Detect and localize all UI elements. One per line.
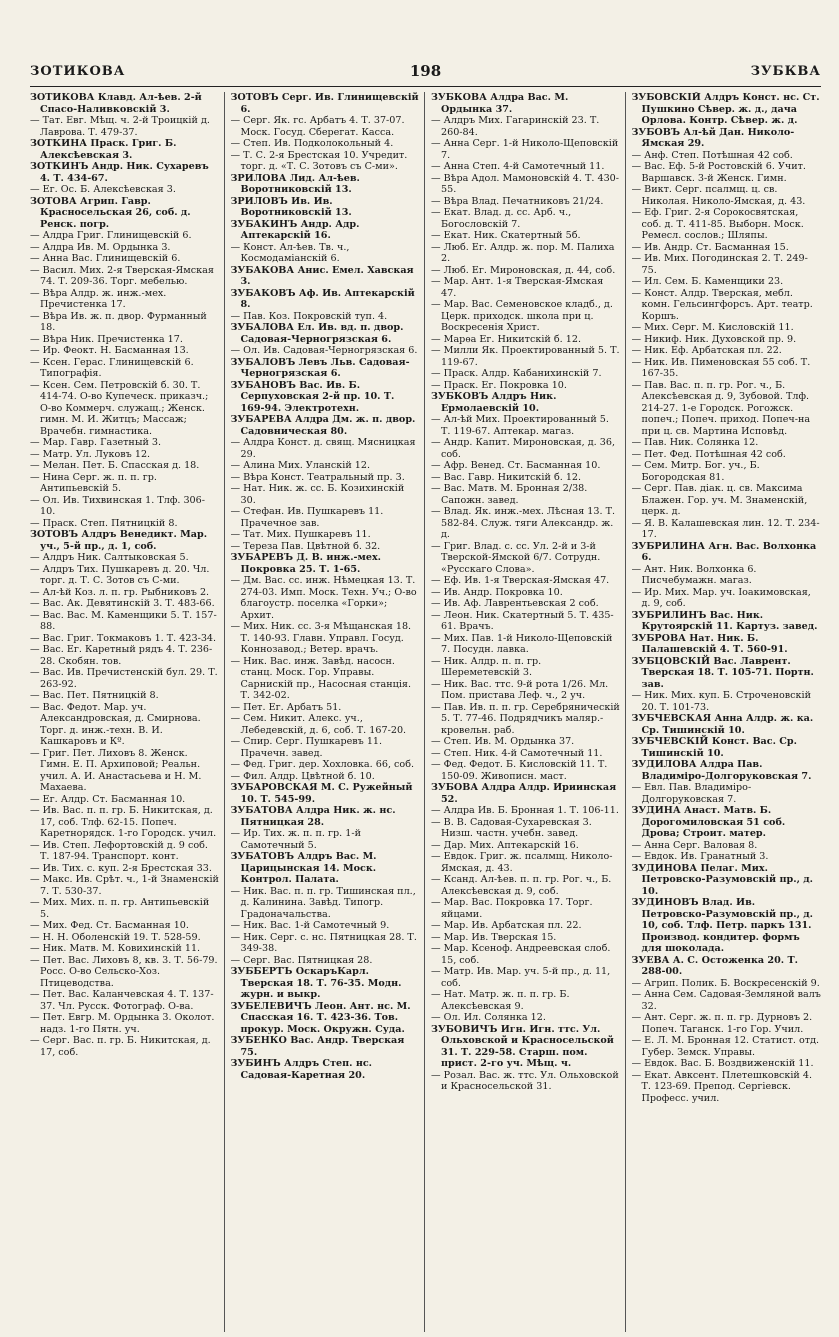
directory-entry: ЗУБОВИЧЪ Игн. Игн. ттс. Ул. Ольховской и Красносельской 31. Т. 229-58. Старш. пом. прист. 2-го уч. Мѣщ. ч. [431, 1023, 614, 1069]
directory-entry: — Е. Л. М. Бронная 12. Статист. отд. Губер. Земск. Управы. [631, 1035, 820, 1058]
directory-entry: — Макс. Ив. Срѣт. ч., 1-й Знаменскій 7. Т. 530-37. [30, 874, 219, 897]
directory-entry: — Григ. Пет. Лиховъ 8. Женск. Гимн. Е. П. Архиповой; Реальн. учил. А. И. Анастасьева и Н. М. Махаева. [30, 747, 202, 793]
directory-entry: — Ал-ѣй Мих. Проектированный 5. Т. 119-67. Аптекар. магаз. [431, 414, 609, 437]
directory-columns [30, 92, 825, 1332]
directory-entry: — Праск. Степ. Пятницкій 8. [30, 517, 178, 529]
directory-entry: — Марѳа Ег. Никитскій б. 12. [431, 333, 581, 345]
directory-entry: ЗОТИКОВА Клавд. Ал-ѣев. 2-й Спасо-Наливковскій 3. [30, 92, 202, 115]
directory-entry: — Алдра Григ. Глинищевскій 6. [30, 230, 192, 241]
directory-entry: — Степ. Ив. М. Ордынка 37. [431, 736, 575, 747]
directory-entry: — Матр. Ул. Луковъ 12. [30, 448, 151, 460]
column-4 [632, 92, 826, 1332]
directory-entry: — Мих. Серг. М. Кисловскій 11. [631, 322, 794, 333]
directory-entry: — Серг. Вас. Пятницкая 28. [230, 954, 373, 966]
directory-entry: — Тереза Пав. Цвѣтной б. 32. [230, 540, 381, 552]
directory-entry: ЗУБИНЪ Алдръ Степ. нс. Садовая-Каретная 20. [230, 1058, 373, 1081]
directory-entry: — Леон. Ник. Скатертный 5. Т. 435-61. Врачъ. [431, 609, 614, 632]
directory-entry: ЗУБКОВЪ Алдръ Ник. Ермолаевскій 10. [431, 391, 557, 414]
directory-entry: — Ив. Аф. Лаврентьевская 2 соб. [431, 598, 599, 609]
directory-entry: ЗОТОВЪ Алдръ Венедикт. Мар. уч., 5-й пр., д. 1, соб. [30, 529, 208, 552]
directory-entry: — Вѣра Ив. ж. п. двор. Фурманный 18. [30, 310, 207, 333]
directory-entry: — Серг. Пав. діак. ц. св. Максима Блажен. Гор. уч. М. Знаменскій, церк. д. [631, 483, 808, 517]
directory-entry: — Вас. Матв. М. Бронная 2/38. Сапожн. завед. [431, 483, 588, 506]
directory-entry: — Вас. Григ. Токмаковъ 1. Т. 423-34. [30, 632, 217, 644]
directory-entry: — Ник. Серг. с. нс. Пятницкая 28. Т. 349-38. [230, 931, 417, 954]
directory-entry: — Ол. Ив. Садовая-Черногрязская 6. [230, 345, 418, 356]
directory-entry: — Ник. Ив. Пименовская 55 соб. Т. 167-35. [631, 356, 811, 379]
directory-entry: — Ник. Вас. 1-й Самотечный 9. [230, 920, 390, 931]
directory-entry: ЗУБЕНКО Вас. Андр. Тверская 75. [230, 1035, 405, 1058]
directory-entry: — Васил. Мих. 2-я Тверская-Ямская 74. Т. 209-36. Торг. мебелью. [30, 264, 214, 287]
directory-entry: — Ник. Еф. Арбатская пл. 22. [631, 345, 782, 356]
directory-entry: — Матр. Ив. Мар. уч. 5-й пр., д. 11, соб. [431, 966, 611, 989]
column-1 [30, 92, 225, 1332]
directory-entry: ЗУЕВА А. С. Остоженка 20. Т. 288-00. [631, 954, 798, 977]
directory-entry: — Вас. Федот. Мар. уч. Александровская, д. Смирнова. Торг. д. инж.-техн. В. И. Кашкаровъ и Кº. [30, 701, 201, 747]
directory-entry: — Вѣра Ник. Пречистенка 17. [30, 333, 183, 345]
directory-entry: ЗУБОВСКІЙ Алдръ Конст. нс. Ст. Пушкино Сѣвер. ж. д., дача Орлова. Контр. Сѣвер. ж. д. [631, 92, 820, 126]
page-number: 198 [409, 62, 442, 80]
directory-entry: — Мар. Ксеноф. Андреевская слоб. 15, соб. [431, 943, 611, 966]
directory-entry: — Вас. Ак. Девятинскій 3. Т. 483-66. [30, 598, 215, 609]
directory-entry: — Праск. Алдр. Кабанихинскій 7. [431, 368, 602, 379]
directory-entry: — Н. Н. Оболенскій 19. Т. 528-59. [30, 931, 201, 943]
directory-entry: — Екат. Влад. д. сс. Арб. ч., Богословскій 7. [431, 207, 572, 230]
directory-entry: — Люб. Ег. Алдр. ж. пор. М. Палиха 2. [431, 241, 615, 264]
directory-entry: — Пет. Вас. Каланчевская 4. Т. 137-37. Чл. Русск. Фотограф. О-ва. [30, 989, 214, 1012]
directory-entry: — Евдок. Григ. ж. псалмщ. Николо-Ямская, д. 43. [431, 851, 613, 874]
directory-entry: ЗУБАРЕВЪ Д. В. инж.-мех. Покровка 25. Т. 1-65. [230, 552, 382, 575]
directory-entry: — Мелан. Пет. Б. Спасская д. 18. [30, 460, 200, 471]
directory-entry: ЗУБКОВА Алдра Вас. М. Ордынка 37. [431, 92, 569, 115]
directory-entry: — Сем. Митр. Бог. уч., Б. Богородская 81. [631, 460, 760, 483]
directory-entry: — Афр. Венед. Ст. Басманная 10. [431, 460, 601, 471]
directory-entry: — Алина Мих. Уланскій 12. [230, 460, 371, 471]
directory-entry: — Алдръ Ник. Салтыковская 5. [30, 552, 189, 563]
directory-entry: — Ив. Вас. п. п. гр. Б. Никитская, д. 17, соб. Тлф. 62-15. Попеч. Каретнорядск. 1-го Городск. учил. [30, 805, 217, 839]
directory-entry: — Викт. Серг. псалмщ. ц. св. Николая. Николо-Ямская, д. 43. [631, 184, 806, 207]
directory-entry: — Конст. Ал-ѣев. Тв. ч., Космодаміанскій 6. [230, 241, 350, 264]
directory-entry: — Розал. Вас. ж. ттс. Ул. Ольховской и Красносельской 31. [431, 1069, 619, 1092]
directory-entry: ЗОТКИНЪ Андр. Ник. Сухаревъ 4. Т. 434-67. [30, 161, 209, 184]
directory-entry: — Мар. Вас. Покровка 17. Торг. яйцами. [431, 897, 593, 920]
directory-entry: — Спир. Серг. Пушкаревъ 11. Прачечн. завед. [230, 736, 383, 759]
directory-entry: — Пав. Коз. Покровскій туп. 4. [230, 310, 388, 322]
directory-entry: — Нат. Ник. ж. сс. Б. Козихинскій 30. [230, 483, 405, 506]
directory-entry: — Нина Серг. ж. п. п. гр. Антипьевскій 5. [30, 471, 157, 494]
directory-entry: — В. В. Садовая-Сухаревская 3. Низш. частн. учебн. завед. [431, 816, 592, 839]
directory-entry: — Евл. Пав. Владиміро-Долгоруковская 7. [631, 782, 752, 805]
directory-entry: — Ил. Сем. Б. Каменщики 23. [631, 276, 784, 287]
directory-entry: ЗРИЛОВА Лид. Ал-ѣев. Воротниковскій 13. [230, 172, 360, 195]
directory-entry: — Ник. Вас. п. п. гр. Тишинская пл., д. Калинина. Завѣд. Типогр. Градоначальства. [230, 885, 416, 920]
directory-entry: — Екат. Ник. Скатертный 5б. [431, 230, 581, 241]
directory-entry: — Ег. Ос. Б. Алексѣевская 3. [30, 184, 176, 195]
directory-entry: ЗУБАКОВА Анис. Емел. Хавская 3. [230, 264, 414, 287]
directory-entry: ЗУББЕРТЪ ОскаръКарл. Тверская 18. Т. 76-35. Модн. журн. и выкр. [230, 966, 402, 1000]
directory-entry: — Ант. Ник. Волхонка 6. Писчебумажн. магаз. [631, 563, 757, 586]
directory-entry: — Серг. Вас. п. гр. Б. Никитская, д. 17, соб. [30, 1035, 211, 1058]
directory-entry: — Мар. Гавр. Газетный 3. [30, 437, 162, 448]
directory-entry: — Мих. Ник. сс. 3-я Мѣщанская 18. Т. 140-93. Главн. Управл. Госуд. Коннозавод.; Ветер. врачъ. [230, 621, 412, 655]
directory-entry: — Ив. Тих. с. куп. 2-я Брестская 33. [30, 862, 212, 874]
directory-entry: — Андр. Капит. Мироновская, д. 36, соб. [431, 437, 616, 460]
directory-entry: ЗУБОВЪ Ал-ѣй Дан. Николо-Ямская 29. [631, 126, 795, 149]
directory-entry: — Ир. Феокт. Н. Басманная 13. [30, 345, 189, 356]
directory-entry: ЗУДИНА Анаст. Матв. Б. Дорогомиловская 51 соб. Дрова; Строит. матер. [631, 805, 786, 839]
directory-entry: — Влад. Як. инж.-мех. Лѣсная 13. Т. 582-84. Служ. тяги Александр. ж. д. [431, 506, 616, 540]
directory-entry: — Серг. Як. гс. Арбатъ 4. Т. 37-07. Моск. Госуд. Сберегат. Касса. [230, 115, 405, 138]
directory-entry: ЗУБОВА Алдра Алдр. Ириинская 52. [431, 782, 617, 805]
directory-entry: — Мар. Ив. Арбатская пл. 22. [431, 920, 582, 931]
running-head-left: ЗОТИКОВА [30, 64, 126, 79]
directory-entry: — Сем. Никит. Алекс. уч., Лебедевскій, д. 6, соб. Т. 167-20. [230, 713, 407, 736]
directory-entry: — Мих. Фед. Ст. Басманная 10. [30, 920, 189, 931]
page-header [30, 64, 821, 82]
directory-entry: ЗОТКИНА Праск. Григ. Б. Алексѣевская 3. [30, 138, 177, 161]
directory-entry: — Фед. Федот. Б. Кисловскій 11. Т. 150-09. Живописн. маст. [431, 759, 608, 782]
directory-entry: — Анна Серг. Валовая 8. [631, 839, 758, 851]
directory-entry: — Ив. Степ. Лефортовскій д. 9 соб. Т. 187-94. Транспорт. конт. [30, 839, 208, 862]
directory-entry: — Вас. Вас. М. Каменщики 5. Т. 157-88. [30, 609, 217, 632]
directory-entry: — Ал-ѣй Коз. л. п. гр. Рыбниковъ 2. [30, 586, 210, 598]
directory-entry: — Ив. Андр. Покровка 10. [431, 586, 563, 598]
directory-entry: ЗУБРОВА Нат. Ник. Б. Палашевскій 4. Т. 560-91. [631, 632, 788, 655]
directory-entry: — Вас. Пет. Пятницкій 8. [30, 690, 159, 701]
directory-entry: — Евдок. Ив. Гранатный 3. [631, 851, 769, 862]
directory-entry: — Ник. Матв. М. Ковихинскій 11. [30, 943, 201, 954]
directory-entry: — Ксен. Сем. Петровскій б. 30. Т. 414-74. О-во Купеческ. приказч.; О-во Коммерч. служащ.; Женск. гимн. М. И. Житцъ; Массаж; Врачебн. гимнастика. [30, 379, 209, 437]
directory-entry: — Анна Вас. Глинищевскій 6. [30, 253, 181, 264]
directory-entry: — Агрип. Полик. Б. Воскресенскій 9. [631, 977, 820, 989]
directory-entry: ЗОТОВА Агрип. Гавр. Красносельская 26, соб. д. Ренск. погр. [30, 195, 191, 230]
directory-entry: ЗУБАРЕВА Алдра Дм. ж. п. двор. Садовническая 80. [230, 414, 416, 437]
directory-entry: ЗУБАРОВСКАЯ М. С. Ружейный 10. Т. 545-99. [230, 782, 413, 805]
directory-entry: — Вас. Еф. 5-й Ростовскій 6. Учит. Варшавск. 3-й Женск. Гимн. [631, 161, 806, 184]
directory-entry: — Пет. Фед. Потѣшная 42 соб. [631, 448, 786, 460]
column-3 [431, 92, 626, 1332]
directory-entry: — Алдръ Тих. Пушкаревъ д. 20. Чл. торг. д. Т. С. Зотов съ С-ми. [30, 563, 210, 586]
directory-entry: — Ксен. Герас. Глинищевскій 6. Типографія. [30, 356, 194, 379]
directory-entry: — Ол. Ив. Тихвинская 1. Тлф. 306-10. [30, 494, 206, 517]
directory-entry: — Вас. Ив. Пречистенскій бул. 29. Т. 263-92. [30, 667, 218, 690]
directory-entry: — Вас. Ег. Каретный рядъ 4. Т. 236-28. Скобян. тов. [30, 644, 213, 667]
directory-entry: — Пав. Ник. Солянка 12. [631, 437, 759, 448]
directory-entry: — Анна Серг. 1-й Николо-Щеповскій 7. [431, 138, 619, 161]
directory-entry: — Стефан. Ив. Пушкаревъ 11. Прачечное зав. [230, 506, 384, 529]
directory-entry: ЗУБАЛОВЪ Левъ Льв. Садовая-Черногрязская 6. [230, 356, 410, 379]
directory-entry: — Ир. Тих. ж. п. п. гр. 1-й Самотечный 5. [230, 828, 361, 851]
directory-entry: ЗУБЕЛЕВИЧЪ Леон. Ант. нс. М. Спасская 16. Т. 423-36. Тов. прокур. Моск. Окружн. Суда. [230, 1000, 411, 1035]
directory-entry: — Алдра Конст. д. свящ. Мясницкая 29. [230, 437, 416, 460]
running-head-right: ЗУБКВА [750, 64, 821, 79]
directory-entry: ЗУБЧЕВСКІЙ Конст. Вас. Ср. Тишинскій 10. [631, 736, 797, 759]
directory-entry: — Мих. Мих. п. п. гр. Антипьевскій 5. [30, 897, 210, 920]
directory-entry: — Тат. Мих. Пушкаревъ 11. [230, 529, 371, 540]
directory-entry: ЗУБЧЕВСКАЯ Анна Алдр. ж. ка. Ср. Тишинскій 10. [631, 713, 814, 736]
directory-entry: — Мих. Пав. 1-й Николо-Щеповскій 7. Посудн. лавка. [431, 632, 613, 655]
directory-entry: — Ксанд. Ал-ѣев. п. п. гр. Рог. ч., Б. Алексѣевская д. 9, соб. [431, 874, 612, 897]
directory-entry: — Конст. Алдр. Тверская, мебл. комн. Гельсингфорсъ. Арт. театр. Коршъ. [631, 287, 813, 322]
directory-entry: — Степ. Ник. 4-й Самотечный 11. [431, 747, 603, 759]
directory-entry: — Дар. Мих. Аптекарскій 16. [431, 839, 579, 851]
directory-entry: — Мар. Вас. Семеновское кладб., д. Церк. приходск. школа при ц. Воскресенія Христ. [431, 299, 613, 333]
directory-entry: — Степ. Ив. Подколокольный 4. [230, 138, 394, 149]
directory-entry: — Ник. Вас. инж. Завѣд. насосн. станц. Моск. Гор. Управы. Сарнискій пр., Насосная станція. Т. 342-02. [230, 655, 412, 701]
directory-entry: — Пав. Вас. п. п. гр. Рог. ч., Б. Алексѣевская д. 9, Зубовой. Тлф. 214-27. 1-е Городск. Рогожск. попеч.; Попеч. приход. Попеч-на при ц. св. Мартина Исповѣд. [631, 379, 811, 437]
directory-entry: — Евдок. Вас. Б. Воздвиженскій 11. [631, 1058, 814, 1069]
directory-entry: — Я. В. Калашевская лин. 12. Т. 234-17. [631, 517, 820, 540]
directory-entry: — Анф. Степ. Потѣшная 42 соб. [631, 149, 793, 161]
directory-entry: ЗУБРИЛИНЪ Вас. Ник. Крутоярскій 11. Картуз. завед. [631, 609, 818, 632]
directory-entry: — Вѣра Конст. Театральный пр. 3. [230, 471, 405, 483]
directory-entry: — Пет. Евгр. М. Ордынка 3. Околот. надз. 1-го Пятн. уч. [30, 1012, 215, 1035]
directory-entry: — Никиф. Ник. Духовской пр. 9. [631, 333, 797, 345]
directory-entry: ЗУДИНОВЪ Влад. Ив. Петровско-Разумовскій пр., д. 10, соб. Тлф. Петр. паркъ 131. Производ. кондитер. формъ для шоколада. [631, 897, 813, 954]
directory-entry: — Вѣра Адол. Мамоновскій 4. Т. 430-55. [431, 172, 620, 195]
directory-entry: — Ир. Мих. Мар. уч. Іоакимовская, д. 9, соб. [631, 586, 811, 609]
column-2 [231, 92, 426, 1332]
directory-entry: — Ник. Мих. куп. Б. Строченовскій 20. Т. 101-73. [631, 690, 811, 713]
directory-entry: ЗУДИЛОВА Алдра Пав. Владиміро-Долгоруковская 7. [631, 759, 812, 782]
directory-entry: ЗУБЦОВСКІЙ Вас. Лаврент. Тверская 18. Т. 105-71. Портн. зав. [631, 655, 814, 690]
directory-entry: — Алдра Ив. М. Ордынка 3. [30, 241, 171, 253]
directory-entry: — Ол. Ил. Солянка 12. [431, 1012, 546, 1023]
directory-entry: — Еф. Григ. 2-я Сорокосвятская, соб. д. Т. 411-85. Выборн. Моск. Ремесл. сослов.; Шляпы. [631, 207, 804, 241]
directory-entry: ЗУБАКИНЪ Андр. Адр. Аптекарскій 16. [230, 218, 360, 241]
directory-entry: — Ант. Серг. ж. п. п. гр. Дурновъ 2. Попеч. Таганск. 1-го Гор. Учил. [631, 1012, 813, 1035]
directory-entry: ЗУБАЛОВА Ел. Ив. вд. п. двор. Садовая-Черногрязская 6. [230, 322, 404, 345]
directory-entry: — Фил. Алдр. Цвѣтной б. 10. [230, 770, 375, 782]
directory-entry: — Люб. Ег. Мироновская, д. 44, соб. [431, 264, 616, 276]
directory-entry: — Анна Степ. 4-й Самотечный 11. [431, 161, 605, 172]
directory-entry: — Т. С. 2-я Брестская 10. Учредит. торг. д. «Т. С. Зотовъ съ С-ми». [230, 149, 408, 172]
directory-entry: — Пет. Вас. Лиховъ 8, кв. 3. Т. 56-79. Росс. О-во Сельско-Хоз. Птицеводства. [30, 954, 218, 989]
directory-entry: — Пет. Ег. Арбатъ 51. [230, 701, 342, 713]
directory-entry: — Милли Як. Проектированный 5. Т. 119-67. [431, 345, 620, 368]
header-rule [30, 86, 821, 87]
directory-entry: — Праск. Ег. Покровка 10. [431, 379, 567, 391]
directory-entry: — Фед. Григ. дер. Хохловка. 66, соб. [230, 759, 415, 770]
directory-entry: ЗУДИНОВА Пелаг. Мих. Петровско-Разумовскій пр., д. 10. [631, 862, 813, 897]
directory-entry: — Дм. Вас. сс. инж. Нѣмецкая 13. Т. 274-03. Имп. Моск. Техн. Уч.; О-во благоустр. поселка «Горки»; Архит. [230, 575, 417, 621]
directory-entry: — Григ. Влад. с. сс. Ул. 2-й и 3-й Тверской-Ямской 6/7. Сотрудн. «Русскаго Слова». [431, 540, 601, 575]
directory-entry: — Тат. Евг. Мѣщ. ч. 2-й Троицкій д. Лаврова. Т. 479-37. [30, 115, 210, 138]
directory-entry: — Ник. Алдр. п. п. гр. Шереметевскій 3. [431, 655, 542, 678]
directory-entry: — Вас. Гавр. Никитскій б. 12. [431, 471, 582, 483]
directory-entry: ЗРИЛОВЪ Ив. Ив. Воротниковскій 13. [230, 195, 352, 218]
directory-entry: — Еф. Ив. 1-я Тверская-Ямская 47. [431, 575, 610, 586]
directory-entry: — Мар. Ив. Тверская 15. [431, 931, 557, 943]
directory-entry: — Анна Сем. Садовая-Земляной валъ 32. [631, 989, 821, 1012]
directory-entry: — Екат. Авксент. Плетешковскій 4. Т. 123-69. Препод. Сергіевск. Професс. учил. [631, 1069, 813, 1104]
directory-entry: ЗУБАНОВЪ Вас. Ив. Б. Серпуховская 2-й пр. 10. Т. 169-94. Электротехн. [230, 379, 395, 414]
directory-entry: ЗУБАКОВЪ Аф. Ив. Аптекарскій 8. [230, 287, 415, 310]
directory-entry: — Алдръ Мих. Гагаринскій 23. Т. 260-84. [431, 115, 600, 138]
directory-entry: ЗУБРИЛИНА Агн. Вас. Волхонка 6. [631, 540, 817, 563]
directory-entry: — Вѣра Влад. Печатниковъ 21/24. [431, 195, 604, 207]
directory-entry: — Нат. Матр. ж. п. п. гр. Б. Алексѣевская 9. [431, 989, 570, 1012]
directory-entry: ЗУБАТОВА Алдра Ник. ж. нс. Пятницкая 28. [230, 805, 396, 828]
directory-entry: — Ив. Мих. Погодинская 2. Т. 249-75. [631, 253, 808, 276]
directory-entry: ЗОТОВЪ Серг. Ив. Глинищевскій 6. [230, 92, 419, 115]
directory-entry: — Ник. Вас. ттс. 9-й рота 1/26. Мл. Пом. пристава Леф. ч., 2 уч. [431, 678, 609, 701]
directory-entry: — Ег. Алдр. Ст. Басманная 10. [30, 793, 186, 805]
directory-entry: — Алдра Ив. Б. Бронная 1. Т. 106-11. [431, 805, 619, 816]
directory-entry: ЗУБАТОВЪ Алдръ Вас. М. Царицынская 14. Моск. Контрол. Палата. [230, 851, 377, 885]
directory-entry: — Ив. Андр. Ст. Басманная 15. [631, 241, 789, 253]
directory-entry: — Пав. Ив. п. п. гр. Серебряническій 5. Т. 77-46. Подрядчикъ маляр.-кровельн. раб. [431, 701, 620, 736]
directory-entry: — Мар. Ант. 1-я Тверская-Ямская 47. [431, 276, 604, 299]
directory-entry: — Вѣра Алдр. ж. инж.-мех. Пречистенка 17. [30, 287, 167, 310]
